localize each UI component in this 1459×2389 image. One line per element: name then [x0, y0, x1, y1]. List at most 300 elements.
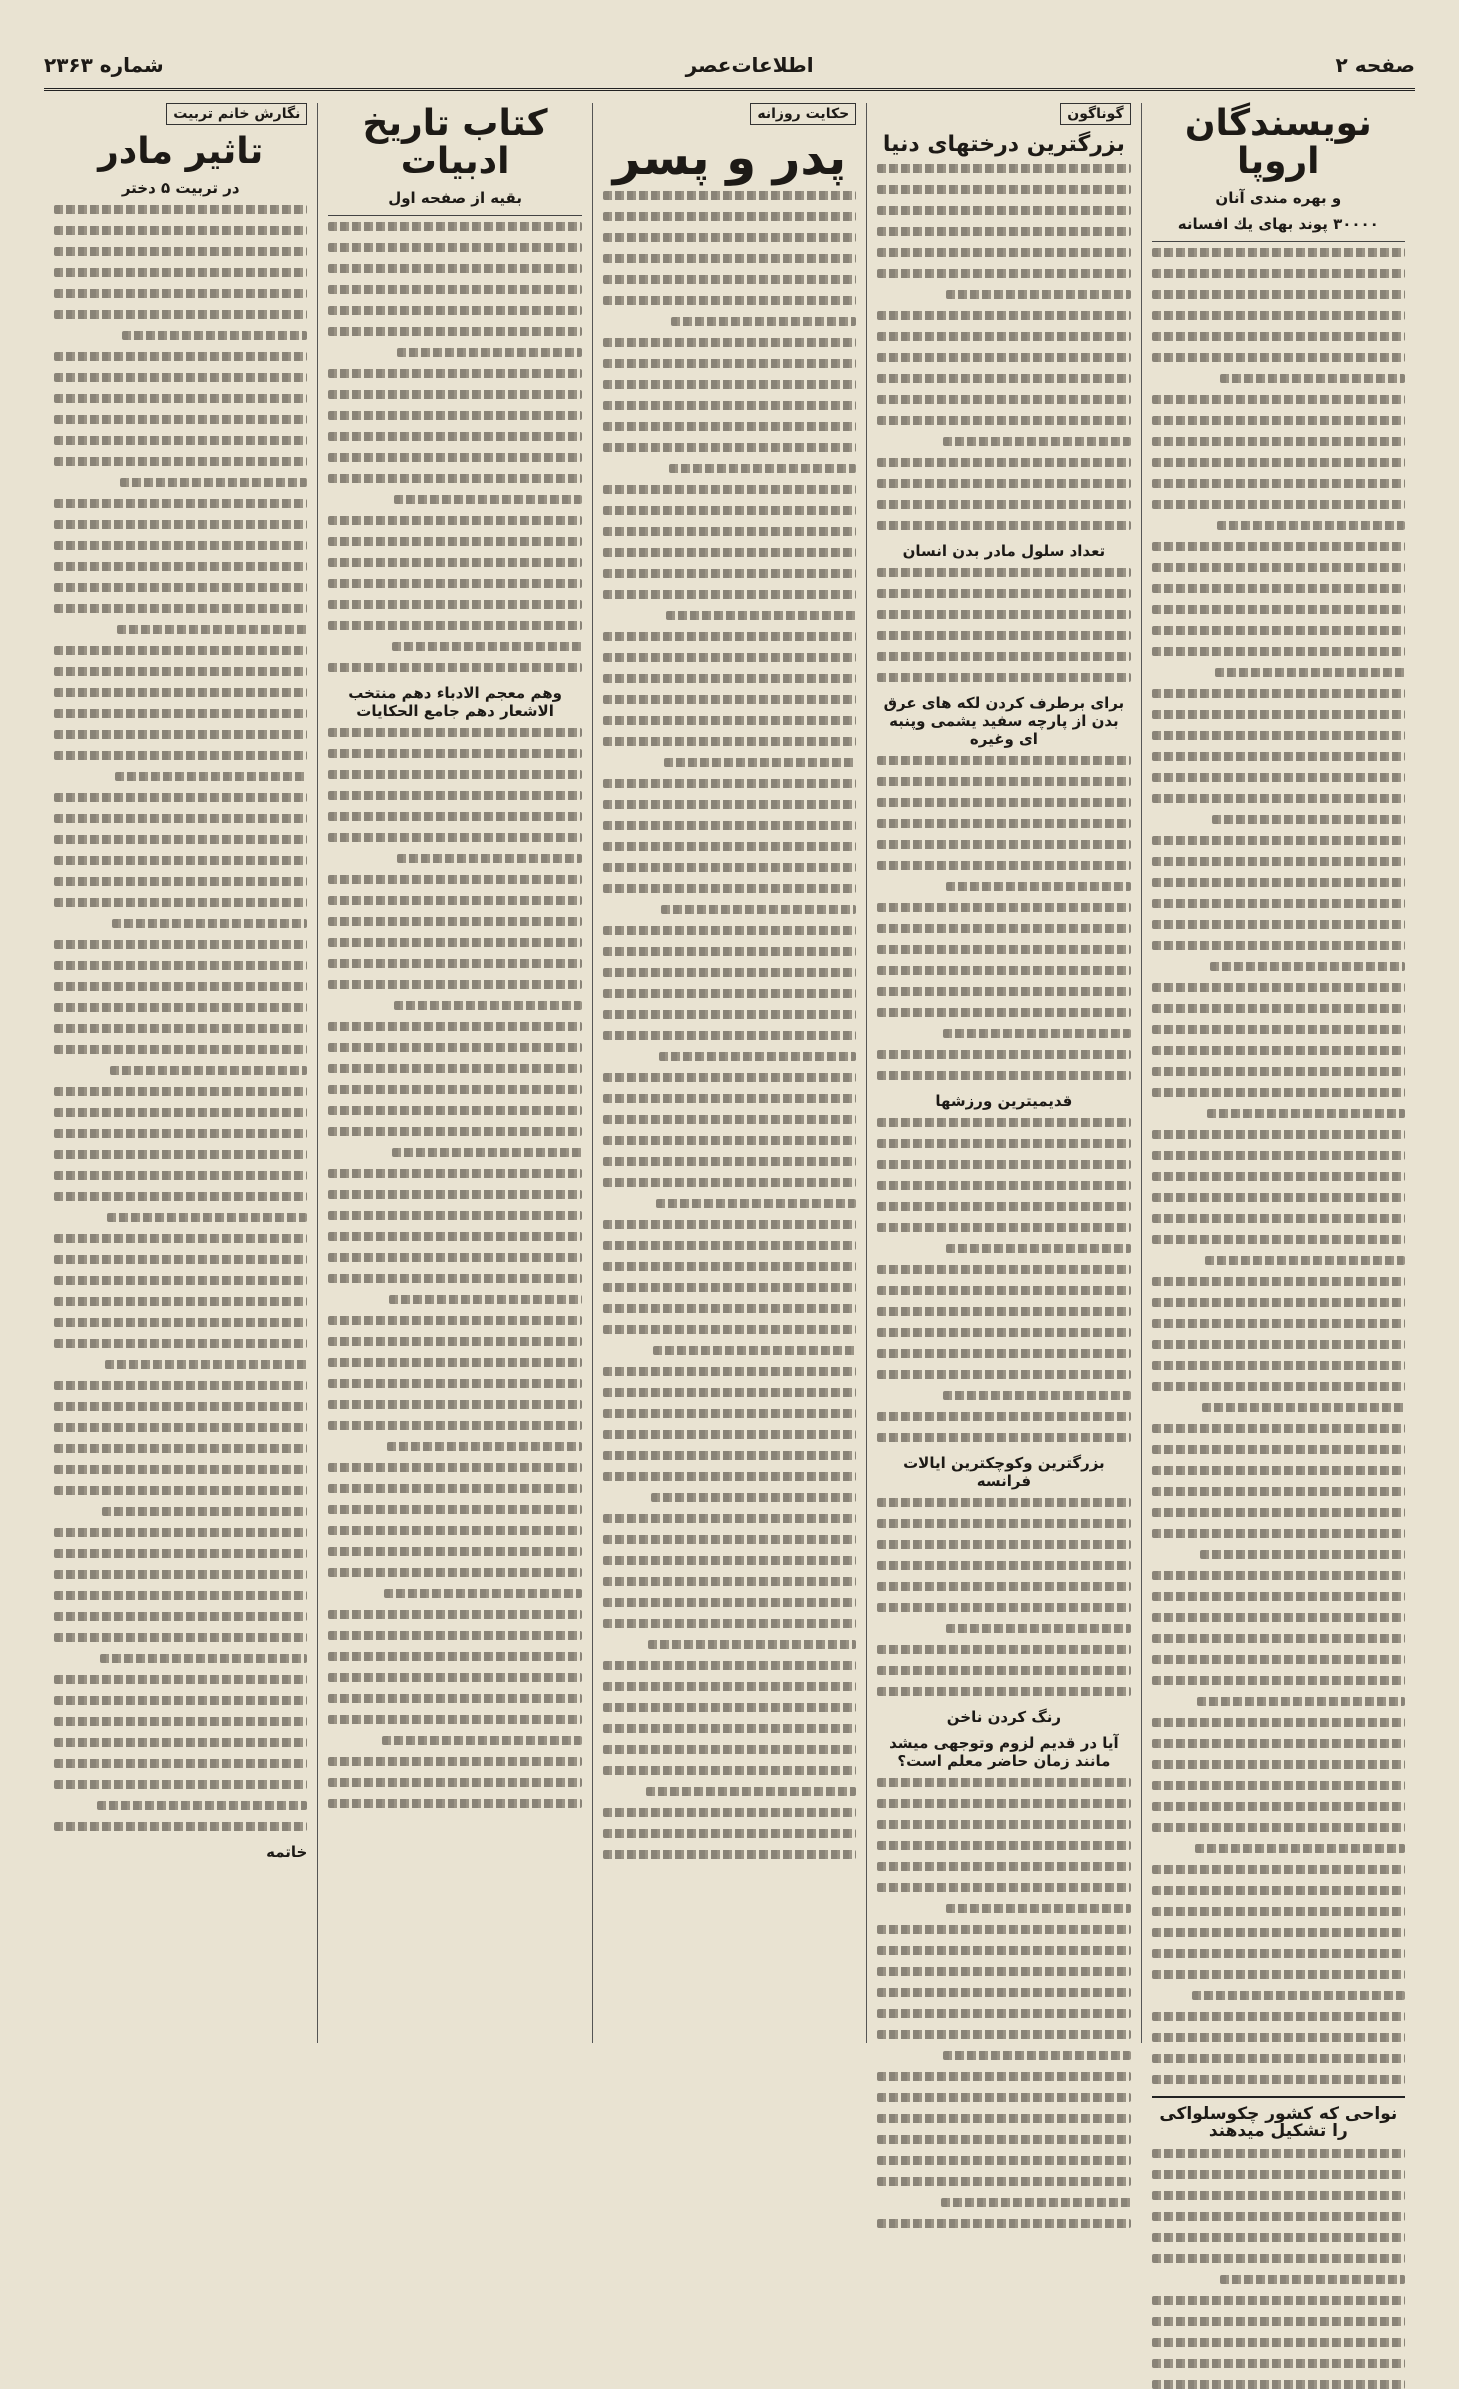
text-line — [1212, 815, 1405, 824]
text-line — [603, 1241, 856, 1250]
text-line — [603, 191, 856, 200]
text-line — [54, 436, 307, 445]
text-line — [54, 1444, 307, 1453]
text-line — [54, 541, 307, 550]
headline-largest-trees: بزرگترین درختهای دنیا — [882, 132, 1125, 157]
text-line — [877, 1160, 1130, 1169]
text-line — [328, 516, 581, 525]
text-line — [54, 751, 307, 760]
text-line — [877, 374, 1130, 383]
text-line — [603, 548, 856, 557]
text-line — [877, 1118, 1130, 1127]
text-line — [877, 2114, 1130, 2123]
text-line — [877, 1307, 1130, 1316]
text-line — [328, 1211, 581, 1220]
text-line — [603, 1115, 856, 1124]
text-line — [1200, 1550, 1405, 1559]
text-line — [328, 1631, 581, 1640]
text-line — [328, 1463, 581, 1472]
text-line — [54, 1045, 307, 1054]
text-line — [648, 1640, 856, 1649]
text-line — [1152, 1277, 1405, 1286]
text-line — [54, 1780, 307, 1789]
text-line — [1152, 2254, 1405, 2263]
text-line — [54, 1108, 307, 1117]
text-line — [1152, 1046, 1405, 1055]
text-line — [877, 777, 1130, 786]
text-line — [54, 520, 307, 529]
text-line — [1152, 2296, 1405, 2305]
article-body — [877, 1118, 1130, 1442]
text-line — [54, 1696, 307, 1705]
text-line — [603, 842, 856, 851]
masthead — [44, 48, 1415, 91]
text-line — [603, 1409, 856, 1418]
text-line — [54, 1486, 307, 1495]
text-line — [603, 254, 856, 263]
text-line — [877, 1412, 1130, 1421]
text-line — [877, 987, 1130, 996]
paper-name: اطلاعات‌عصر — [685, 53, 814, 77]
text-line — [397, 854, 582, 863]
text-line — [1152, 1214, 1405, 1223]
text-line — [877, 248, 1130, 257]
text-line — [1192, 1991, 1405, 2000]
text-line — [328, 728, 581, 737]
text-line — [328, 812, 581, 821]
text-line — [54, 1087, 307, 1096]
text-line — [877, 2093, 1130, 2102]
text-line — [1152, 2212, 1405, 2221]
text-line — [603, 380, 856, 389]
text-line — [877, 1181, 1130, 1190]
text-line — [1152, 311, 1405, 320]
text-line — [1152, 1487, 1405, 1496]
text-line — [877, 652, 1130, 661]
text-line — [54, 856, 307, 865]
text-line — [877, 1820, 1130, 1829]
text-line — [1205, 1256, 1405, 1265]
text-line — [54, 457, 307, 466]
text-line — [54, 814, 307, 823]
text-line — [603, 1766, 856, 1775]
text-line — [1152, 857, 1405, 866]
divider — [1152, 2096, 1405, 2098]
text-line — [54, 793, 307, 802]
text-line — [54, 1717, 307, 1726]
text-line — [603, 275, 856, 284]
text-line — [1195, 1844, 1405, 1853]
text-line — [54, 247, 307, 256]
text-line — [1152, 626, 1405, 635]
text-line — [603, 1850, 856, 1859]
article-body — [877, 1498, 1130, 1696]
text-line — [328, 369, 581, 378]
text-line — [603, 485, 856, 494]
text-line — [382, 1736, 582, 1745]
text-line — [1152, 1067, 1405, 1076]
text-line — [603, 716, 856, 725]
text-line — [603, 674, 856, 683]
text-line — [54, 1675, 307, 1684]
text-line — [1152, 1445, 1405, 1454]
text-line — [328, 327, 581, 336]
text-line — [1152, 836, 1405, 845]
text-line — [877, 1050, 1130, 1059]
text-line — [1152, 983, 1405, 992]
text-line — [1152, 1529, 1405, 1538]
text-line — [877, 2156, 1130, 2165]
text-line — [54, 1171, 307, 1180]
text-line — [54, 394, 307, 403]
text-line — [603, 506, 856, 515]
text-line — [1152, 248, 1405, 257]
text-line — [1152, 290, 1405, 299]
subhead-continued: بقیه از صفحه اول — [388, 188, 522, 207]
text-line — [97, 1801, 307, 1810]
text-line — [603, 926, 856, 935]
text-line — [328, 1274, 581, 1283]
text-line — [603, 569, 856, 578]
text-line — [54, 499, 307, 508]
text-line — [1152, 542, 1405, 551]
signature: خاتمه — [266, 1842, 308, 1861]
text-line — [877, 1370, 1130, 1379]
text-line — [1152, 1319, 1405, 1328]
text-line — [603, 653, 856, 662]
text-line — [328, 833, 581, 842]
text-line — [1152, 1172, 1405, 1181]
text-line — [100, 1654, 308, 1663]
text-line — [603, 863, 856, 872]
text-line — [328, 1085, 581, 1094]
text-line — [943, 437, 1131, 446]
text-line — [877, 1946, 1130, 1955]
text-line — [1152, 1865, 1405, 1874]
text-line — [603, 1304, 856, 1313]
text-line — [54, 562, 307, 571]
text-line — [328, 1337, 581, 1346]
text-line — [394, 1001, 582, 1010]
text-line — [1152, 878, 1405, 887]
text-line — [603, 1325, 856, 1334]
article-body — [54, 205, 307, 1831]
subhead-writers-benefit: و بهره مندی آنان — [1215, 188, 1342, 207]
text-line — [328, 1316, 581, 1325]
text-line — [54, 730, 307, 739]
text-line — [1152, 2149, 1405, 2158]
text-line — [877, 479, 1130, 488]
text-line — [603, 296, 856, 305]
page-label: صفحه ۲ — [1335, 53, 1415, 77]
text-line — [603, 233, 856, 242]
text-line — [1152, 1424, 1405, 1433]
text-line — [107, 1213, 307, 1222]
text-line — [389, 1295, 582, 1304]
text-line — [54, 1150, 307, 1159]
text-line — [877, 395, 1130, 404]
text-line — [603, 1472, 856, 1481]
text-line — [603, 1829, 856, 1838]
text-line — [877, 568, 1130, 577]
text-line — [54, 667, 307, 676]
text-line — [877, 2135, 1130, 2144]
text-line — [328, 411, 581, 420]
text-line — [603, 737, 856, 746]
text-line — [328, 791, 581, 800]
text-line — [328, 980, 581, 989]
text-line — [603, 1556, 856, 1565]
text-line — [1210, 962, 1405, 971]
text-line — [54, 205, 307, 214]
text-line — [943, 2051, 1131, 2060]
text-line — [328, 432, 581, 441]
text-line — [1152, 563, 1405, 572]
text-line — [1152, 1802, 1405, 1811]
text-line — [112, 919, 307, 928]
text-line — [328, 896, 581, 905]
text-line — [1215, 668, 1405, 677]
subhead-old-times: آیا در قدیم لزوم وتوجهی میشد مانند زمان حاضر معلم است؟ — [889, 1734, 1119, 1771]
text-line — [54, 1129, 307, 1138]
text-line — [603, 1535, 856, 1544]
text-line — [54, 1528, 307, 1537]
text-line — [603, 1514, 856, 1523]
text-line — [1152, 2033, 1405, 2042]
text-line — [877, 332, 1130, 341]
text-line — [943, 1391, 1131, 1400]
text-line — [877, 1687, 1130, 1696]
text-line — [328, 749, 581, 758]
text-line — [1152, 269, 1405, 278]
text-line — [877, 311, 1130, 320]
text-line — [651, 1493, 856, 1502]
text-line — [1152, 731, 1405, 740]
article-columns — [44, 103, 1415, 2142]
issue-number: شماره ۲۳۶۳ — [44, 53, 164, 77]
text-line — [603, 1094, 856, 1103]
text-line — [54, 1192, 307, 1201]
text-line — [603, 1724, 856, 1733]
text-line — [603, 968, 856, 977]
text-line — [877, 1666, 1130, 1675]
article-body — [877, 756, 1130, 1080]
text-line — [1152, 1571, 1405, 1580]
kicker-author: نگارش خانم تربیت — [166, 103, 307, 125]
text-line — [1152, 1676, 1405, 1685]
text-line — [1152, 2317, 1405, 2326]
text-line — [877, 1498, 1130, 1507]
text-line — [603, 1367, 856, 1376]
subhead-cells: تعداد سلول مادر بدن انسان — [902, 542, 1106, 561]
text-line — [105, 1360, 308, 1369]
text-line — [603, 1178, 856, 1187]
text-line — [661, 905, 856, 914]
text-line — [117, 625, 307, 634]
text-line — [877, 1286, 1130, 1295]
text-line — [877, 1139, 1130, 1148]
text-line — [603, 590, 856, 599]
text-line — [877, 1433, 1130, 1442]
text-line — [1152, 479, 1405, 488]
text-line — [943, 1029, 1131, 1038]
text-line — [603, 1451, 856, 1460]
text-line — [328, 1169, 581, 1178]
text-line — [877, 500, 1130, 509]
headline-mother-influence: تاثیر مادر — [98, 131, 264, 172]
text-line — [1152, 1508, 1405, 1517]
text-line — [877, 589, 1130, 598]
kicker-miscellany: گوناگون — [1060, 103, 1130, 125]
text-line — [1152, 1340, 1405, 1349]
subhead-price-story: ۳۰۰۰۰ پوند بهای یك افسانه — [1177, 214, 1379, 233]
text-line — [877, 1071, 1130, 1080]
text-line — [1152, 2338, 1405, 2347]
text-line — [877, 1925, 1130, 1934]
text-line — [946, 1624, 1131, 1633]
text-line — [328, 222, 581, 231]
text-line — [328, 1253, 581, 1262]
text-line — [877, 1841, 1130, 1850]
text-line — [328, 1421, 581, 1430]
text-line — [328, 243, 581, 252]
headline-father-son: پدر و پسر — [612, 130, 847, 186]
text-line — [328, 938, 581, 947]
text-line — [328, 1673, 581, 1682]
text-line — [394, 495, 582, 504]
text-line — [54, 1465, 307, 1474]
text-line — [54, 310, 307, 319]
text-line — [1220, 2275, 1405, 2284]
text-line — [603, 1136, 856, 1145]
text-line — [659, 1052, 857, 1061]
text-line — [54, 1423, 307, 1432]
text-line — [877, 966, 1130, 975]
text-line — [877, 861, 1130, 870]
column-miscellany — [866, 103, 1140, 2043]
text-line — [1152, 1718, 1405, 1727]
text-line — [54, 1318, 307, 1327]
article-body — [603, 191, 856, 1859]
text-line — [328, 1652, 581, 1661]
text-line — [328, 1127, 581, 1136]
headline-czechoslovakia: نواحی که کشور چکوسلواکی را تشکیل میدهند — [1159, 2103, 1398, 2142]
kicker-daily-story: حکایت روزانه — [750, 103, 856, 125]
text-line — [603, 1808, 856, 1817]
text-line — [1152, 2075, 1405, 2084]
text-line — [877, 1778, 1130, 1787]
text-line — [1152, 1928, 1405, 1937]
text-line — [1152, 1361, 1405, 1370]
text-line — [941, 2198, 1131, 2207]
text-line — [664, 758, 857, 767]
text-line — [328, 537, 581, 546]
text-line — [603, 779, 856, 788]
text-line — [877, 2009, 1130, 2018]
text-line — [328, 1568, 581, 1577]
text-line — [328, 1106, 581, 1115]
text-line — [1152, 1886, 1405, 1895]
text-line — [328, 1043, 581, 1052]
text-line — [54, 1381, 307, 1390]
text-line — [397, 348, 582, 357]
text-line — [54, 709, 307, 718]
subhead-oldest-sports: قدیمیترین ورزشها — [935, 1092, 1073, 1111]
text-line — [328, 1379, 581, 1388]
divider — [328, 215, 581, 216]
text-line — [328, 474, 581, 483]
text-line — [1152, 1949, 1405, 1958]
text-line — [877, 269, 1130, 278]
text-line — [603, 1388, 856, 1397]
text-line — [328, 875, 581, 884]
text-line — [54, 1024, 307, 1033]
text-line — [120, 478, 308, 487]
text-line — [54, 1276, 307, 1285]
text-line — [877, 353, 1130, 362]
text-line — [877, 610, 1130, 619]
text-line — [603, 1220, 856, 1229]
text-line — [1152, 2012, 1405, 2021]
text-line — [603, 1430, 856, 1439]
text-line — [603, 359, 856, 368]
text-line — [1152, 353, 1405, 362]
text-line — [54, 268, 307, 277]
text-line — [877, 903, 1130, 912]
text-line — [1197, 1697, 1405, 1706]
text-line — [1217, 521, 1405, 530]
text-line — [603, 1262, 856, 1271]
text-line — [877, 1603, 1130, 1612]
text-line — [1152, 332, 1405, 341]
text-line — [1152, 1613, 1405, 1622]
subhead-french-provinces: بزرگترین وکوچکترین ایالات فرانسه — [903, 1454, 1105, 1491]
text-line — [603, 947, 856, 956]
text-line — [877, 631, 1130, 640]
text-line — [646, 1787, 856, 1796]
text-line — [328, 917, 581, 926]
text-line — [603, 695, 856, 704]
text-line — [946, 1904, 1131, 1913]
column-father-son — [592, 103, 866, 2043]
text-line — [54, 898, 307, 907]
text-line — [328, 1064, 581, 1073]
text-line — [877, 416, 1130, 425]
text-line — [877, 1883, 1130, 1892]
text-line — [328, 1799, 581, 1808]
text-line — [54, 982, 307, 991]
text-line — [1152, 1298, 1405, 1307]
text-line — [877, 1223, 1130, 1232]
text-line — [603, 1031, 856, 1040]
article-body — [328, 728, 581, 1808]
text-line — [1220, 374, 1405, 383]
text-line — [877, 2072, 1130, 2081]
text-line — [1152, 1088, 1405, 1097]
text-line — [653, 1346, 856, 1355]
text-line — [1152, 1760, 1405, 1769]
text-line — [328, 579, 581, 588]
divider — [1152, 241, 1405, 242]
text-line — [54, 940, 307, 949]
text-line — [1152, 584, 1405, 593]
text-line — [328, 770, 581, 779]
column-writers-europe — [1141, 103, 1415, 2142]
text-line — [54, 1549, 307, 1558]
text-line — [1202, 1403, 1405, 1412]
text-line — [603, 401, 856, 410]
text-line — [328, 390, 581, 399]
